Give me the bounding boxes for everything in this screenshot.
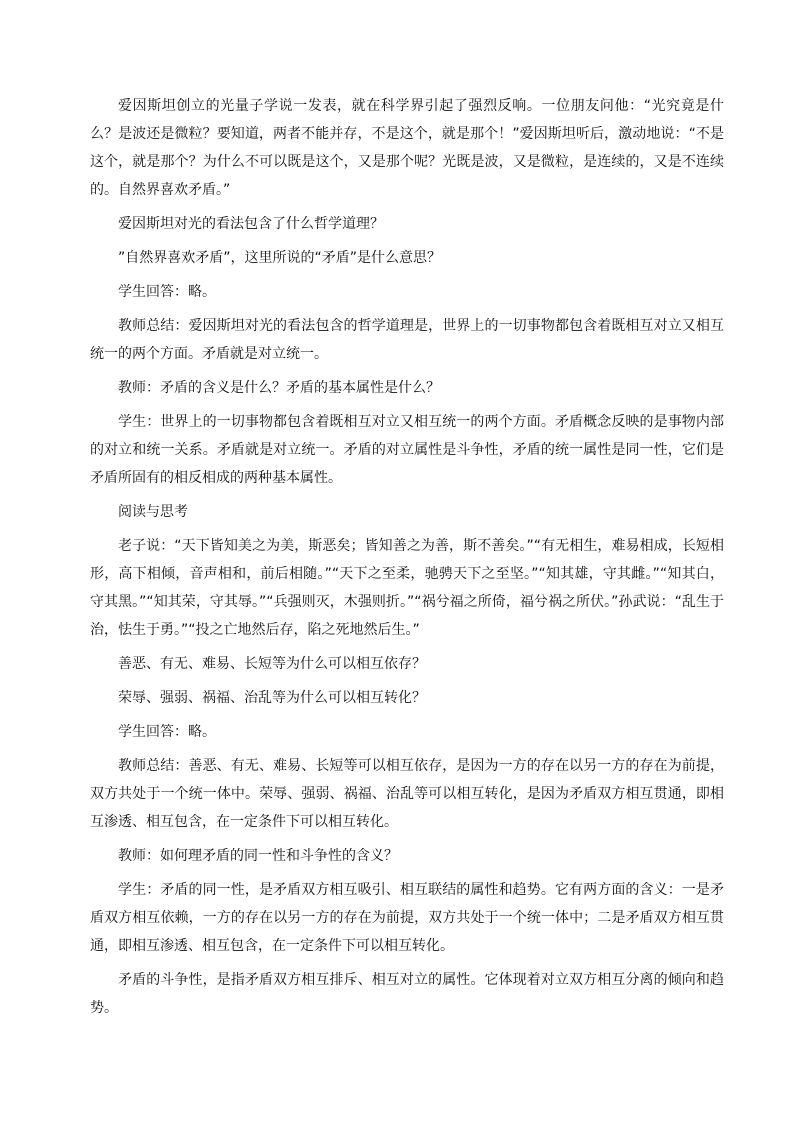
- teacher-summary-2: 教师总结：善恶、有无、难易、长短等可以相互依存，是因为一方的存在以另一方的存在为前提，双方共处于一个统一体中。荣辱、强弱、祸福、治乱等可以相互转化，是因为矛盾双方相互贯通，即相互渗透、相互包含，在一定条件下可以相互转化。: [90, 758, 724, 830]
- question-meaning-of-contradiction: ”自然界喜欢矛盾”，这里所说的“矛盾”是什么意思？: [118, 250, 442, 266]
- student-response-2: 学生：矛盾的同一性，是矛盾双方相互吸引、相互联结的属性和趋势。它有两方面的含义：一是矛盾双方相互依赖，一方的存在以另一方的存在为前提，双方共处于一个统一体中；二是矛盾双方相互贯通，即相互渗透、相互包含，在一定条件下可以相互转化。: [90, 882, 724, 954]
- paragraph-laozi-quotes: 老子说：“天下皆知美之为美，斯恶矣；皆知善之为善，斯不善矣。”“有无相生，难易相成，长短相形，高下相倾，音声相和，前后相随。”“天下之至柔，驰骋天下之至坚。”“知其雄，守其雌。”“知其白，守其黑。”“知其荣，守其辱。”“兵强则灭，木强则折。”“祸兮福之所倚，福兮祸之所伏。”孙武说：“乱生于治，怯生于勇。”“投之亡地然后存，陷之死地然后生。”: [90, 538, 724, 638]
- question-einstein-philosophy: 爱因斯坦对光的看法包含了什么哲学道理？: [118, 216, 384, 232]
- paragraph-struggle-definition: 矛盾的斗争性，是指矛盾双方相互排斥、相互对立的属性。它体现着对立双方相互分离的倾向和趋势。: [90, 972, 724, 1016]
- student-response-1: 学生：世界上的一切事物都包含着既相互对立又相互统一的两个方面。矛盾概念反映的是事物内部的对立和统一关系。矛盾就是对立统一。矛盾的对立属性是斗争性，矛盾的统一属性是同一性，它们是矛盾所固有的相反相成的两种基本属性。: [90, 414, 724, 486]
- paragraph-einstein-story: 爱因斯坦创立的光量子学说一发表，就在科学界引起了强烈反响。一位朋友问他：“光究竟是什么？是波还是微粒？要知道，两者不能并存，不是这个，就是那个！”爱因斯坦听后，激动地说：“不是这个，就是那个？为什么不可以既是这个，又是那个呢？光既是波，又是微粒，是连续的，又是不连续的。自然界喜欢矛盾。”: [90, 98, 724, 198]
- document-page: [90, 92, 724, 1028]
- section-heading-reading-thinking: 阅读与思考: [118, 504, 188, 520]
- teacher-question-2: 教师：如何理矛盾的同一性和斗争性的含义？: [118, 848, 398, 864]
- teacher-question-1: 教师：矛盾的含义是什么？矛盾的基本属性是什么？: [118, 380, 440, 396]
- student-answer-2: 学生回答：略。: [118, 724, 216, 740]
- question-interdependence: 善恶、有无、难易、长短等为什么可以相互依存？: [118, 656, 426, 672]
- student-answer-1: 学生回答：略。: [118, 284, 216, 300]
- teacher-summary-1: 教师总结：爱因斯坦对光的看法包含的哲学道理是，世界上的一切事物都包含着既相互对立又相互统一的两个方面。矛盾就是对立统一。: [90, 318, 724, 362]
- question-transformation: 荣辱、强弱、祸福、治乱等为什么可以相互转化？: [118, 690, 426, 706]
